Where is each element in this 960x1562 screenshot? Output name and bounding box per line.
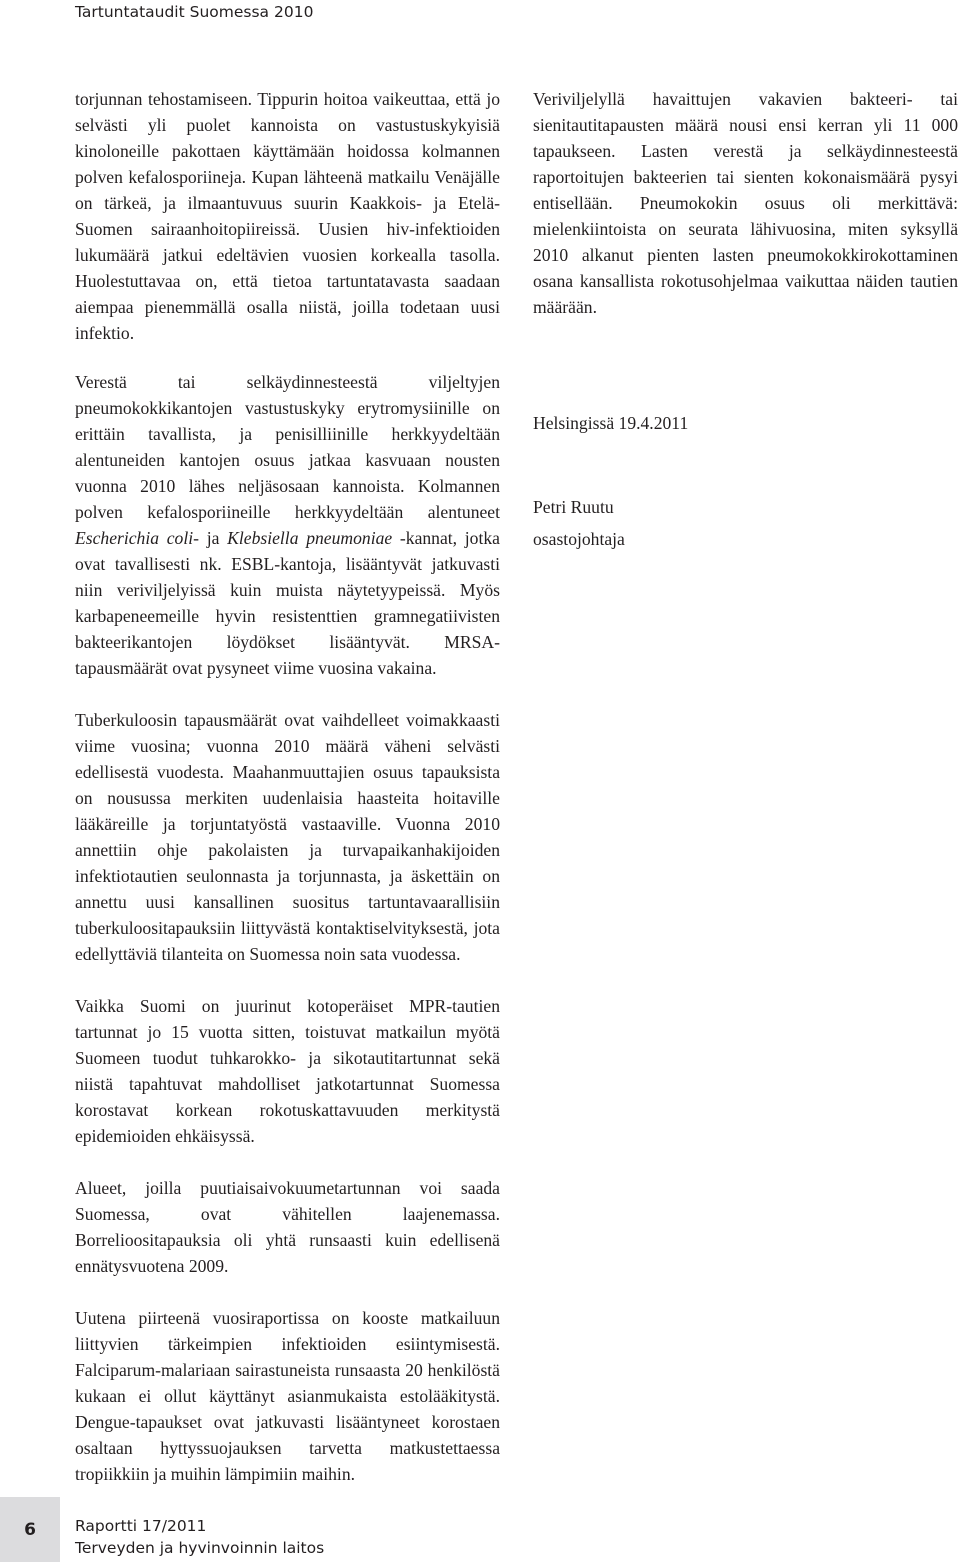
report-number: Raportti 17/2011 xyxy=(75,1517,207,1535)
page-number: 6 xyxy=(0,1497,60,1562)
body-paragraph: Veriviljelyllä havaittujen vakavien bakteeri- tai sienitautitapausten määrä nousi ensi kerran yli 11 000 tapaukseen. Lasten verestä ja selkäydinnesteestä raportoitujen bakteerien tai sienten kokonaismäärä pysyi entisellään. Pneumokokin osuus oli merkittävä: mielenkiintoista on seurata lähivuosina, miten syksyllä 2010 alkanut pienten lasten pneumokokkirokottaminen osana kansallista rokotusohjelmaa vaikuttaa näiden tautien määrään. xyxy=(533,89,958,317)
signoff-place-date: Helsingissä 19.4.2011 xyxy=(533,413,689,433)
signoff-title: osastojohtaja xyxy=(533,529,625,549)
institute-name: Terveyden ja hyvinvoinnin laitos xyxy=(75,1539,325,1557)
body-paragraph: Tuberkuloosin tapausmäärät ovat vaihdelleet voimakkaasti viime vuosina; vuonna 2010 määrä väheni selvästi edellisestä vuodesta. Maahanmuuttajien osuus tapauksista on nousussa merkiten uudenlaisia haasteita hoitaville lääkäreille ja torjuntatyöstä vastaaville. Vuonna 2010 annettiin ohje pakolaisten ja turvapaikanhakijoiden infektiotautien seulonnasta ja torjunnasta, ja äskettäin on annettu uusi kansallinen suositus tartuntavaarallisiin tuberkuloositapauksiin liittyvästä kontaktiselvityksestä, jota edellyttäviä tilanteita on Suomessa noin sata vuodessa. xyxy=(75,710,500,964)
right-text-column xyxy=(533,86,958,346)
body-paragraph: torjunnan tehostamiseen. Tippurin hoitoa vaikeuttaa, että jo selvästi yli puolet kannoista on vastustuskykyisiä kinoloneille pakottaen käyttämään hoidossa kolmannen polven kefalosporiineja. Kupan lähteenä matkailu Venäjälle on tärkeä, ja ilmaantuvuus suurin Kaakkois- ja Etelä-Suomen sairaanhoitopiireissä. Uusien hiv-infektioiden lukumäärä jatkui edeltävien vuosien korkealla tasolla. Huolestuttavaa on, että tietoa tartuntatavasta saadaan aiempaa pienemmällä osalla niistä, joilla todetaan uusi infektio. xyxy=(75,89,500,343)
left-text-column xyxy=(75,86,500,1513)
paragraph-text: -kannat, jotka ovat tavallisesti nk. ESBL-kantoja, lisääntyvät jatkuvasti niin veriviljelyissä kuin muista näytetyypeissä. Myös karbapeneemeille hyvin resistenttien gramnegatiivisten bakteerikantojen löydökset lisääntyvät. MRSA-tapausmäärät ovat pysyneet viime vuosina vakaina. xyxy=(75,528,500,678)
paragraph-text: Verestä tai selkäydinnesteestä viljeltyjen pneumokokkikantojen vastustuskyky erytromysiinille on erittäin tavallista, ja penisilliinille herkkyydeltään alentuneiden kantojen osuus jatkaa kasvuaan nousten vuonna 2010 lähes neljäsosaan kannoista. Kolmannen polven kefalosporiineille herkkyydeltään alentuneet xyxy=(75,372,500,522)
species-name: Klebsiella pneumoniae xyxy=(227,528,393,548)
body-paragraph: Uutena piirteenä vuosiraportissa on kooste matkailuun liittyvien tärkeimpien infektioiden esiintymisestä. Falciparum-malariaan sairastuneista runsaasta 20 henkilöstä kukaan ei ollut käyttänyt asianmukaista estolääkitystä. Dengue-tapaukset ovat jatkuvasti lisääntyneet korostaen osaltaan hyttyssuojauksen tarvetta matkustettaessa tropiikkiin ja muihin lämpimiin maihin. xyxy=(75,1308,500,1484)
signoff-name: Petri Ruutu xyxy=(533,497,614,517)
resistance-paragraph xyxy=(75,369,500,681)
body-paragraph: Alueet, joilla puutiaisaivokuumetartunnan voi saada Suomessa, ovat vähitellen laajenemassa. Borrelioositapauksia oli yhtä runsaasti kuin edellisenä ennätysvuotena 2009. xyxy=(75,1178,500,1276)
body-paragraph: Vaikka Suomi on juurinut kotoperäiset MPR-tautien tartunnat jo 15 vuotta sitten, toistuvat matkailun myötä Suomeen tuodut tuhkarokko- ja sikotautitartunnat sekä niistä tapahtuvat mahdolliset jatkotartunnat Suomessa korostavat korkean rokotuskattavuuden merkitystä epidemioiden ehkäisyssä. xyxy=(75,996,500,1146)
footer xyxy=(75,1515,324,1559)
species-name: Escherichia coli xyxy=(75,528,194,548)
running-header: Tartuntataudit Suomessa 2010 xyxy=(75,3,314,21)
paragraph-text: - ja xyxy=(193,528,228,548)
